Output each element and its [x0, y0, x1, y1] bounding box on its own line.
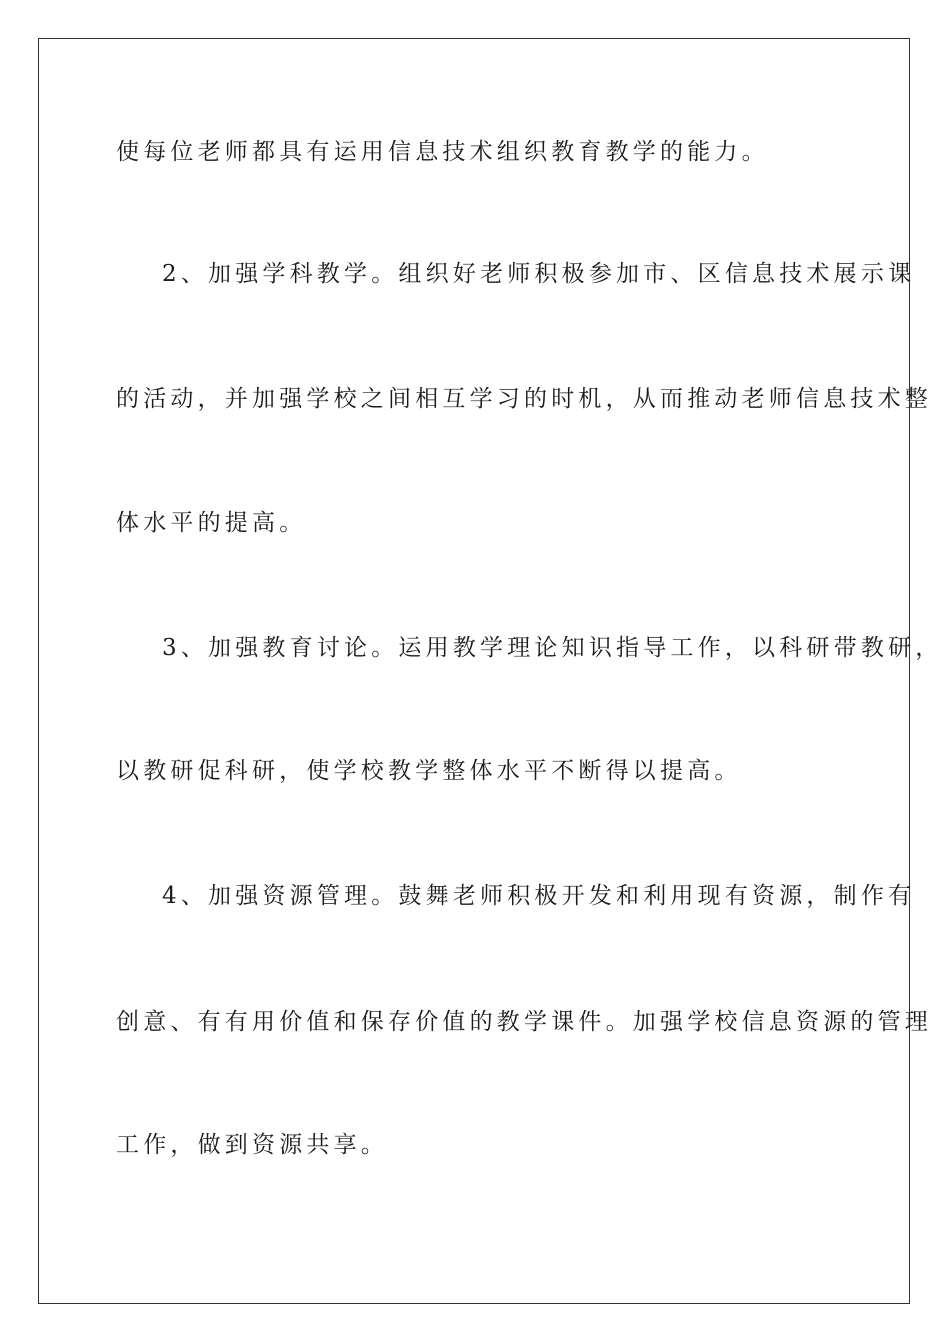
text-line: 创意、有有用价值和保存价值的教学课件。加强学校信息资源的管理	[116, 1009, 932, 1035]
text-line: 工作，做到资源共享。	[116, 1132, 388, 1158]
text-line: 以教研促科研，使学校教学整体水平不断得以提高。	[116, 758, 742, 784]
text-line: 的活动，并加强学校之间相互学习的时机，从而推动老师信息技术整	[116, 386, 932, 412]
text-line: 体水平的提高。	[116, 510, 307, 536]
page-border	[38, 38, 910, 1304]
text-line: 使每位老师都具有运用信息技术组织教育教学的能力。	[116, 139, 769, 165]
text-line: 3、加强教育讨论。运用教学理论知识指导工作，以科研带教研，	[162, 635, 943, 661]
text-line: 4、加强资源管理。鼓舞老师积极开发和利用现有资源，制作有	[162, 883, 916, 909]
text-line: 2、加强学科教学。组织好老师积极参加市、区信息技术展示课	[162, 261, 916, 287]
